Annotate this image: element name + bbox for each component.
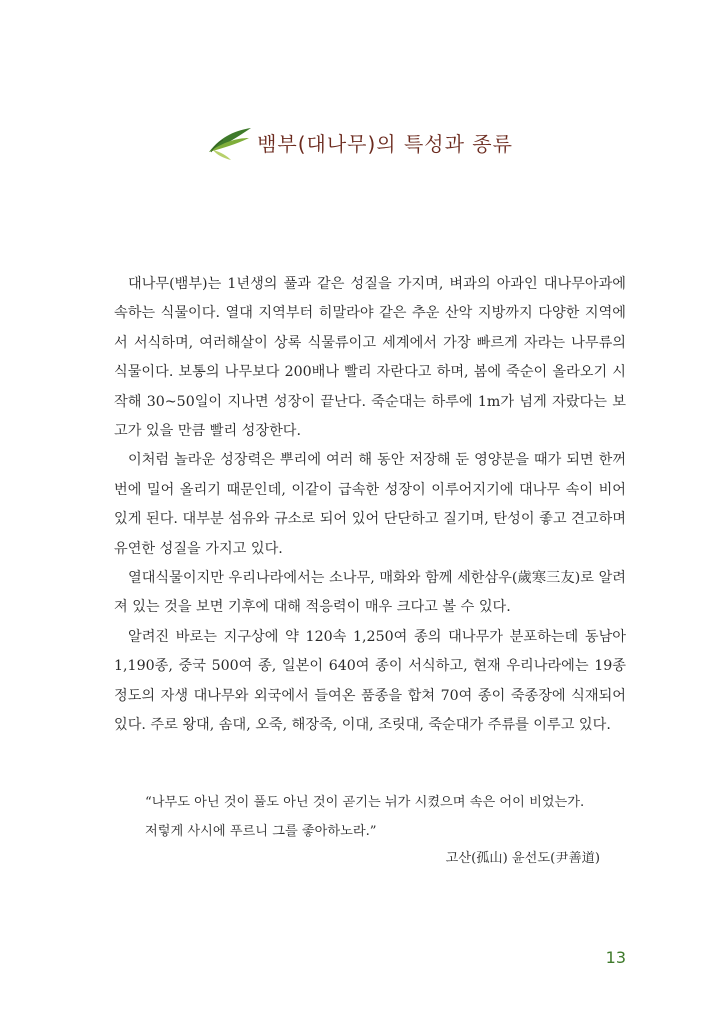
paragraph: 대나무(뱀부)는 1년생의 풀과 같은 성질을 가지며, 벼과의 아과인 대나무아과에 속하는 식물이다. 열대 지역부터 히말라야 같은 추운 산악 지방까지 다양한 지역에서 서식하며, 여러해살이 상록 식물류이고 세계에서 가장 빠르게 자라는 나무류의 식물이다. 보통의 나무보다 200배나 빨리 자란다고 하며, 봄에 죽순이 올라오기 시작해 30~50일이 지나면 성장이 끝난다. 죽순대는 하루에 1m가 넘게 자랐다는 보고가 있을 만큼 빨리 성장한다. [114, 276, 626, 440]
paragraph: 열대식물이지만 우리나라에서는 소나무, 매화와 함께 세한삼우(歲寒三友)로 알려져 있는 것을 보면 기후에 대해 적응력이 매우 크다고 볼 수 있다. [114, 570, 626, 616]
quote-line: 저렇게 사시에 푸르니 그를 좋아하노라.” [145, 824, 377, 839]
body-text [114, 270, 626, 741]
paragraph: 이처럼 놀라운 성장력은 뿌리에 여러 해 동안 저장해 둔 영양분을 때가 되면 한꺼번에 밀어 올리기 때문인데, 이같이 급속한 성장이 이루어지기에 대나무 속이 비어 있게 된다. 대부분 섬유와 규소로 되어 있어 단단하고 질기며, 탄성이 좋고 견고하며 유연한 성질을 가지고 있다. [114, 452, 626, 557]
quote-line: “나무도 아닌 것이 풀도 아닌 것이 곧기는 뉘가 시켰으며 속은 어이 비었는가. [145, 795, 585, 810]
bamboo-leaf-icon [205, 122, 253, 162]
page-number: 13 [605, 948, 626, 967]
page-title: 뱀부(대나무)의 특성과 종류 [257, 131, 513, 156]
quote-author: 고산(孤山) 윤선도(尹善道) [445, 851, 600, 866]
poem-quote [145, 788, 625, 846]
paragraph: 알려진 바로는 지구상에 약 120속 1,250여 종의 대나무가 분포하는데 동남아 1,190종, 중국 500여 종, 일본이 640여 종이 서식하고, 현재 우리나라에는 19종 정도의 자생 대나무와 외국에서 들여온 품종을 합쳐 70여 종이 죽종장에 식재되어 있다. 주로 왕대, 솜대, 오죽, 해장죽, 이대, 조릿대, 죽순대가 주류를 이루고 있다. [114, 628, 626, 734]
chapter-header [0, 122, 718, 162]
